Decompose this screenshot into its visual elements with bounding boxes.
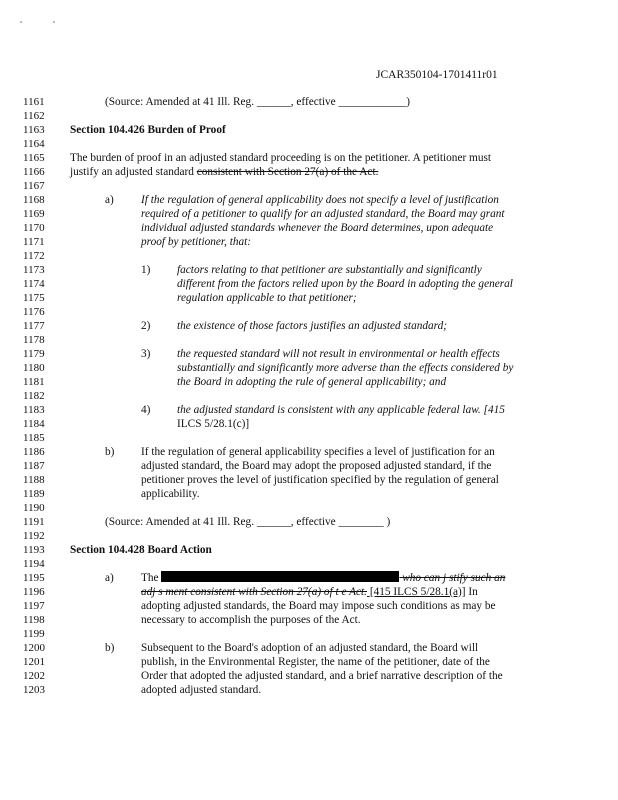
line-number: 1173 xyxy=(23,264,45,276)
burden-text-line: The burden of proof in an adjusted standard proceeding is on the petitioner. A petitioner must xyxy=(70,152,492,164)
line-number: 1193 xyxy=(23,544,45,556)
line-number: 1162 xyxy=(23,110,45,122)
subsection-label: b) xyxy=(105,446,115,458)
line-number: 1174 xyxy=(23,278,45,290)
line-number: 1164 xyxy=(23,138,45,150)
board-action-a-line: The who can j stify such an xyxy=(141,572,506,584)
item-4-line: ILCS 5/28.1(c)] xyxy=(177,418,250,430)
line-number: 1168 xyxy=(23,194,45,206)
subsection-a-line: required of a petitioner to qualify for an adjusted standard, the Board may grant xyxy=(141,208,505,220)
line-number: 1198 xyxy=(23,614,45,626)
item-label: 4) xyxy=(141,404,151,416)
subsection-label: a) xyxy=(105,572,114,584)
redaction-block xyxy=(161,571,399,582)
scan-speck xyxy=(20,21,22,23)
deleted-text: adj s ment consistent with Section 27(a) of t e Act. xyxy=(141,586,368,598)
line-number: 1167 xyxy=(23,180,45,192)
board-action-a-line: adopting adjusted standards, the Board may impose such conditions as may be xyxy=(141,600,496,612)
line-number: 1182 xyxy=(23,390,45,402)
subsection-b-line: adjusted standard, the Board may adopt the proposed adjusted standard, if the xyxy=(141,460,492,472)
line-number: 1181 xyxy=(23,376,45,388)
line-number: 1184 xyxy=(23,418,45,430)
line-number: 1187 xyxy=(23,460,45,472)
item-label: 3) xyxy=(141,348,151,360)
line-number: 1180 xyxy=(23,362,45,374)
subsection-a-line: individual adjusted standards whenever the Board determines, upon adequate xyxy=(141,222,494,234)
line-number: 1188 xyxy=(23,474,45,486)
line-number: 1176 xyxy=(23,306,45,318)
line-number: 1183 xyxy=(23,404,45,416)
subsection-b-line: petitioner proves the level of justification specified by the regulation of general xyxy=(141,474,499,486)
line-number: 1165 xyxy=(23,152,45,164)
line-number: 1163 xyxy=(23,124,45,136)
line-number: 1175 xyxy=(23,292,45,304)
line-number: 1190 xyxy=(23,502,45,514)
line-number: 1197 xyxy=(23,600,45,612)
subsection-label: b) xyxy=(105,642,115,654)
item-label: 1) xyxy=(141,264,151,276)
line-number: 1177 xyxy=(23,320,45,332)
line-number: 1171 xyxy=(23,236,45,248)
line-number: 1166 xyxy=(23,166,45,178)
line-number: 1200 xyxy=(23,642,45,654)
item-label: 2) xyxy=(141,320,151,332)
item-3-line: the requested standard will not result in environmental or health effects xyxy=(177,348,500,360)
board-action-b-line: publish, in the Environmental Register, the name of the petitioner, date of the xyxy=(141,656,490,668)
burden-text-line: justify an adjusted standard consistent with Section 27(a) of the Act. xyxy=(70,166,379,178)
line-number: 1170 xyxy=(23,222,45,234)
item-3-line: the Board in adopting the rule of general applicability; and xyxy=(177,376,447,388)
item-2-line: the existence of those factors justifies an adjusted standard; xyxy=(177,320,448,332)
document-id: JCAR350104-1701411r01 xyxy=(376,69,498,81)
subsection-a-line: proof by petitioner, that: xyxy=(141,236,252,248)
subsection-label: a) xyxy=(105,194,114,206)
deleted-text: who can j stify such an xyxy=(399,572,506,584)
board-action-a-line: adj s ment consistent with Section 27(a) of t e Act. [415 ILCS 5/28.1(a)] In xyxy=(141,586,478,598)
item-1-line: different from the factors relied upon by the Board in adopting the general xyxy=(177,278,513,290)
source-note-2: (Source: Amended at 41 Ill. Reg. ______, effective ________ ) xyxy=(105,516,391,528)
subsection-a-line: If the regulation of general applicability does not specify a level of justification xyxy=(141,194,499,206)
line-number: 1201 xyxy=(23,656,45,668)
line-number: 1169 xyxy=(23,208,45,220)
source-note-1: (Source: Amended at 41 Ill. Reg. ______, effective ____________) xyxy=(105,96,411,108)
board-action-b-line: Order that adopted the adjusted standard, and a brief narrative description of the xyxy=(141,670,503,682)
line-number: 1161 xyxy=(23,96,45,108)
item-1-line: factors relating to that petitioner are substantially and significantly xyxy=(177,264,482,276)
line-number: 1203 xyxy=(23,684,45,696)
line-number: 1202 xyxy=(23,670,45,682)
board-action-b-line: Subsequent to the Board's adoption of an adjusted standard, the Board will xyxy=(141,642,479,654)
line-number: 1186 xyxy=(23,446,45,458)
deleted-text: consistent with Section 27(a) of the Act. xyxy=(196,166,379,178)
line-number: 1189 xyxy=(23,488,45,500)
line-number: 1185 xyxy=(23,432,45,444)
scan-speck xyxy=(53,21,55,23)
item-3-line: substantially and significantly more adverse than the effects considered by xyxy=(177,362,514,374)
line-number: 1194 xyxy=(23,558,45,570)
subsection-b-line: If the regulation of general applicability specifies a level of justification for an xyxy=(141,446,495,458)
subsection-b-line: applicability. xyxy=(141,488,200,500)
line-number: 1199 xyxy=(23,628,45,640)
section-104-428-heading: Section 104.428 Board Action xyxy=(70,544,212,556)
line-number: 1179 xyxy=(23,348,45,360)
item-4-line: the adjusted standard is consistent with any applicable federal law. [415 xyxy=(177,404,505,416)
line-number: 1196 xyxy=(23,586,45,598)
line-number: 1191 xyxy=(23,516,45,528)
board-action-b-line: adopted adjusted standard. xyxy=(141,684,262,696)
item-1-line: regulation applicable to that petitioner; xyxy=(177,292,357,304)
board-action-a-line: necessary to accomplish the purposes of the Act. xyxy=(141,614,361,626)
citation: [415 ILCS 5/28.1(a)] xyxy=(367,586,466,598)
line-number: 1195 xyxy=(23,572,45,584)
line-number: 1178 xyxy=(23,334,45,346)
line-number: 1192 xyxy=(23,530,45,542)
section-104-426-heading: Section 104.426 Burden of Proof xyxy=(70,124,226,136)
line-number: 1172 xyxy=(23,250,45,262)
